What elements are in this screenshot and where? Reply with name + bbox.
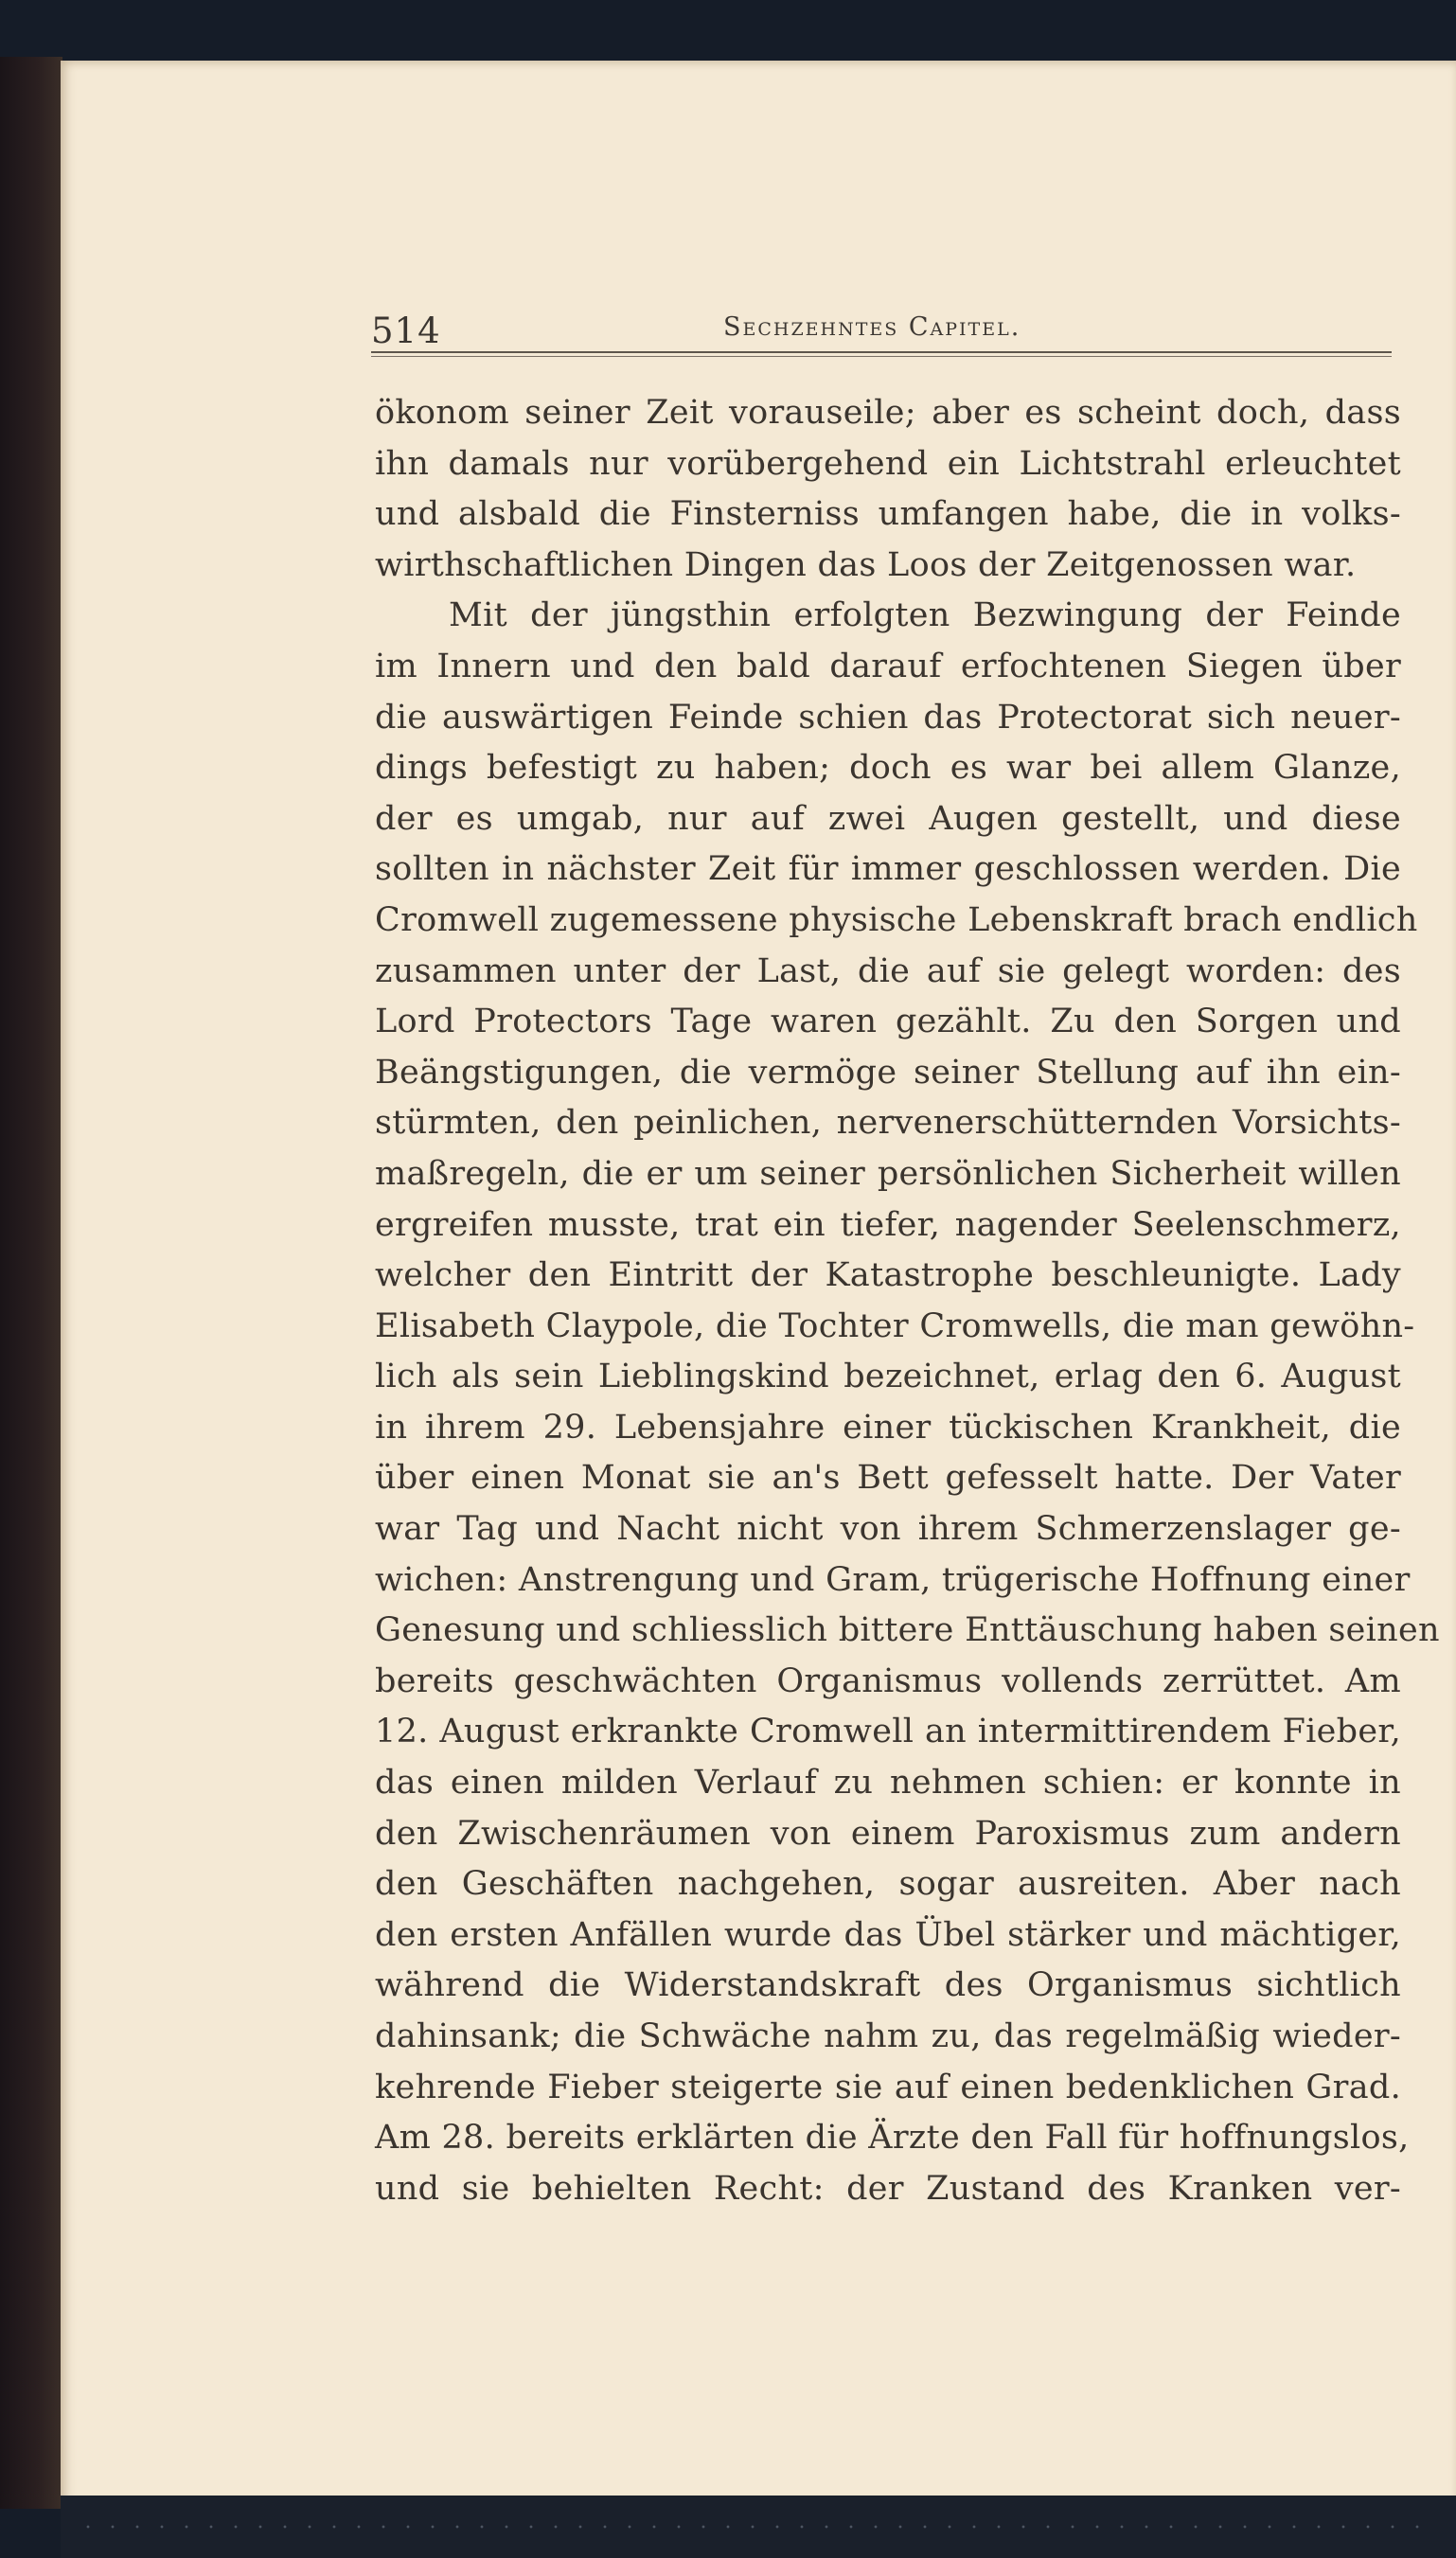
text-line: über einen Monat sie an's Bett gefesselt hatte. Der Vater: [375, 1459, 1401, 1498]
text-line: lich als sein Lieblingskind bezeichnet, erlag den 6. August: [375, 1358, 1401, 1396]
text-line: den Geschäften nachgehen, sogar ausreiten. Aber nach: [375, 1865, 1401, 1904]
text-line: sollten in nächster Zeit für immer geschlossen werden. Die: [375, 850, 1401, 889]
text-line: Lord Protectors Tage waren gezählt. Zu den Sorgen und: [375, 1003, 1401, 1041]
text-line: dings befestigt zu haben; doch es war bei allem Glanze,: [375, 749, 1401, 788]
text-line: Cromwell zugemessene physische Lebenskraft brach endlich: [375, 900, 1418, 939]
running-head: Sechzehntes Capitel.: [723, 312, 1021, 342]
text-line: in ihrem 29. Lebensjahre einer tückischen Krankheit, die: [375, 1408, 1401, 1447]
text-line: welcher den Eintritt der Katastrophe beschleunigte. Lady: [375, 1256, 1401, 1295]
text-line: den Zwischenräumen von einem Paroxismus zum andern: [375, 1814, 1401, 1853]
text-line: ihn damals nur vorübergehend ein Lichtstrahl erleuchtet: [375, 444, 1401, 483]
text-line: 12. August erkrankte Cromwell an intermittirendem Fieber,: [375, 1713, 1401, 1751]
scanner-dot-pattern: [76, 2514, 1439, 2543]
text-line: Genesung und schliesslich bittere Enttäuschung haben seinen: [375, 1611, 1440, 1650]
text-line: Beängstigungen, die vermöge seiner Stellung auf ihn ein-: [375, 1053, 1401, 1092]
text-line: Elisabeth Claypole, die Tochter Cromwells, die man gewöhn-: [375, 1306, 1415, 1345]
header-rule: [371, 351, 1392, 353]
body-text: [375, 388, 1440, 2214]
text-line: Am 28. bereits erklärten die Ärzte den Fall für hoffnungslos,: [375, 2119, 1410, 2158]
text-line: die auswärtigen Feinde schien das Protectorat sich neuer-: [375, 698, 1401, 737]
text-line: wichen: Anstrengung und Gram, trügerische Hoffnung einer: [375, 1560, 1411, 1599]
text-line: den ersten Anfällen wurde das Übel stärker und mächtiger,: [375, 1915, 1401, 1954]
text-line: ökonom seiner Zeit vorauseile; aber es scheint doch, dass: [375, 394, 1401, 432]
text-line: der es umgab, nur auf zwei Augen gestellt, und diese: [375, 799, 1401, 838]
text-line: und alsbald die Finsterniss umfangen habe, die in volks-: [375, 495, 1401, 534]
header-rule-thin: [371, 356, 1392, 357]
text-line: stürmten, den peinlichen, nervenerschütternden Vorsichts-: [375, 1104, 1401, 1143]
text-line: kehrende Fieber steigerte sie auf einen bedenklichen Grad.: [375, 2068, 1401, 2106]
text-line: bereits geschwächten Organismus vollends zerrüttet. Am: [375, 1661, 1401, 1700]
text-line: und sie behielten Recht: der Zustand des Kranken ver-: [375, 2169, 1401, 2208]
page-header: [371, 311, 1392, 367]
text-line: ergreifen musste, trat ein tiefer, nagender Seelenschmerz,: [375, 1205, 1401, 1244]
book-gutter-shadow: [0, 57, 62, 2509]
text-line: während die Widerstandskraft des Organismus sichtlich: [375, 1966, 1401, 2005]
text-line: wirthschaftlichen Dingen das Loos der Zeitgenossen war.: [375, 545, 1357, 584]
page-number: 514: [371, 311, 441, 351]
text-line: zusammen unter der Last, die auf sie gelegt worden: des: [375, 951, 1401, 990]
text-line: das einen milden Verlauf zu nehmen schien: er konnte in: [375, 1764, 1401, 1803]
text-line: dahinsank; die Schwäche nahm zu, das regelmäßig wieder-: [375, 2017, 1401, 2055]
text-line: maßregeln, die er um seiner persönlichen Sicherheit willen: [375, 1154, 1401, 1193]
text-line: war Tag und Nacht nicht von ihrem Schmerzenslager ge-: [375, 1510, 1401, 1549]
text-line: Mit der jüngsthin erfolgten Bezwingung der Feinde: [449, 596, 1401, 635]
text-line: im Innern und den bald darauf erfochtenen Siegen über: [375, 647, 1401, 685]
